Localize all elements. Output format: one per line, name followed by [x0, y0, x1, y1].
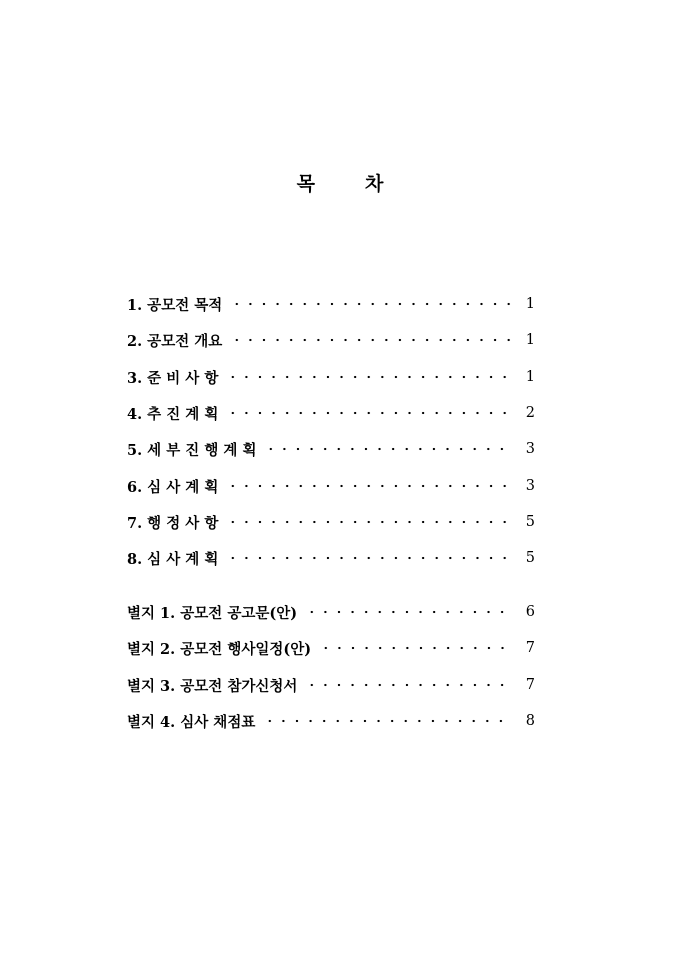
toc-entry-page: 7: [525, 640, 535, 656]
dot-leader: [264, 438, 511, 460]
title-part-1: 목: [296, 172, 315, 195]
toc-entry-page: 7: [525, 677, 535, 693]
toc-entry-page: 5: [525, 550, 535, 566]
toc-entry-label: 1. 공모전 목적: [127, 296, 223, 314]
toc-entry-label: 3. 준 비 사 항: [127, 369, 219, 387]
dot-leader: [263, 710, 511, 732]
dot-leader: [319, 637, 511, 659]
toc-entry-page: 3: [525, 441, 535, 457]
toc-entry-label: 별지 1. 공모전 공고문(안): [127, 604, 298, 622]
dot-leader: [230, 329, 511, 351]
toc-entry-label: 7. 행 정 사 항: [127, 514, 219, 532]
toc-entry[interactable]: [127, 329, 535, 351]
toc-entry-label: 2. 공모전 개요: [127, 332, 223, 350]
title-part-2: 차: [365, 172, 384, 195]
toc-entry-page: 6: [525, 604, 535, 620]
toc-entry-page: 1: [525, 369, 535, 385]
toc-entry-label: 6. 심 사 계 획: [127, 478, 219, 496]
toc-entry[interactable]: [127, 438, 535, 460]
toc-appendix-entry[interactable]: [127, 637, 535, 659]
toc-entry-label: 별지 4. 심사 채점표: [127, 713, 256, 731]
dot-leader: [226, 366, 511, 388]
dot-leader: [230, 293, 511, 315]
toc-entry-page: 2: [525, 405, 535, 421]
toc-entry-label: 별지 2. 공모전 행사일정(안): [127, 640, 312, 658]
toc-entry[interactable]: [127, 402, 535, 424]
dot-leader: [305, 601, 511, 623]
toc-entry-page: 3: [525, 478, 535, 494]
dot-leader: [226, 402, 511, 424]
toc-entry-label: 별지 3. 공모전 참가신청서: [127, 677, 298, 695]
toc-entry-page: 1: [525, 296, 535, 312]
toc-entry[interactable]: [127, 293, 535, 315]
toc-entry-label: 4. 추 진 계 획: [127, 405, 219, 423]
toc-appendix-entry[interactable]: [127, 601, 535, 623]
toc-entry-label: 8. 심 사 계 획: [127, 550, 219, 568]
toc-entry-label: 5. 세 부 진 행 계 획: [127, 441, 257, 459]
toc-entry-page: 1: [525, 332, 535, 348]
dot-leader: [226, 511, 511, 533]
dot-leader: [226, 547, 511, 569]
toc-entry-page: 8: [525, 713, 535, 729]
dot-leader: [305, 674, 511, 696]
toc-entry[interactable]: [127, 475, 535, 497]
toc-entry-page: 5: [525, 514, 535, 530]
dot-leader: [226, 475, 511, 497]
toc-entry[interactable]: [127, 511, 535, 533]
toc-appendix-entry[interactable]: [127, 710, 535, 732]
page-title: [0, 168, 680, 196]
toc-entry[interactable]: [127, 547, 535, 569]
toc-entry[interactable]: [127, 366, 535, 388]
toc-appendix-entry[interactable]: [127, 674, 535, 696]
